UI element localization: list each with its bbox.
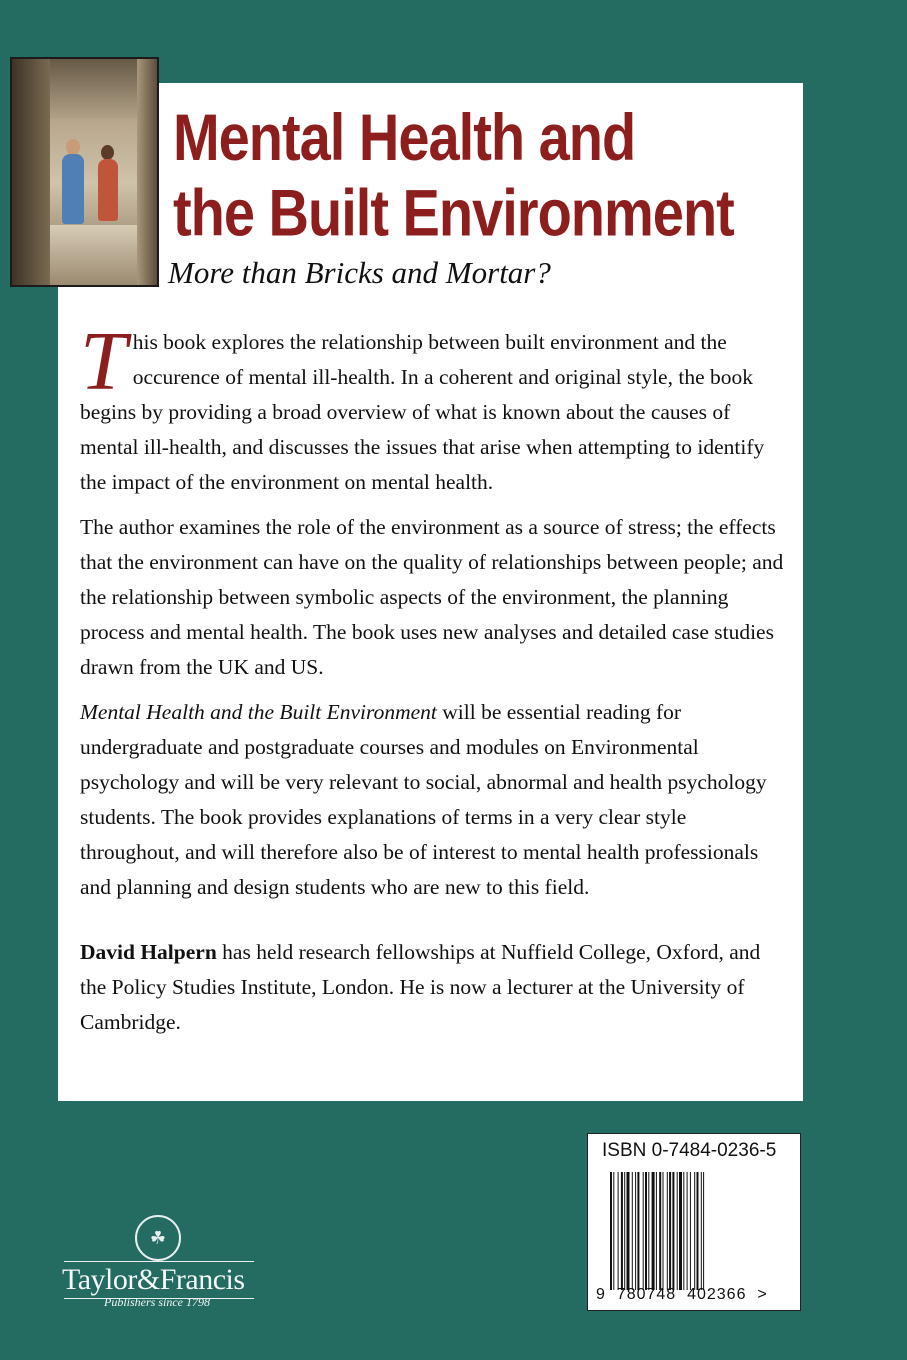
isbn-text: ISBN 0-7484-0236-5 [602, 1140, 777, 1161]
title-line-1: Mental Health and [173, 100, 636, 175]
drop-cap: T [80, 315, 127, 408]
author-name: David Halpern [80, 940, 217, 964]
title-line-2: the Built Environment [173, 175, 734, 250]
publisher-name: Taylor&Francis [62, 1263, 245, 1296]
book-subtitle: More than Bricks and Mortar? [168, 255, 551, 290]
blurb-text [80, 315, 785, 1050]
barcode-box [587, 1133, 801, 1311]
blurb-paragraph-2: The author examines the role of the environment as a source of stress; the effects that the environment can have on the quality of relationships between people; and the relationship between symbolic aspects of the environment, the planning process and mental health. The book uses new analyses and detailed case studies drawn from the UK and US. [80, 515, 784, 679]
publisher-emblem-icon: ☘ [135, 1215, 181, 1261]
blurb-paragraph-3: Mental Health and the Built Environment will be essential reading for undergraduate and postgraduate courses and modules on Environmental psychology and will be very relevant to social, abnormal and health psychology students. The book provides explanations of terms in a very clear style throughout, and will therefore also be of interest to mental health professionals and planning and design students who are new to this field. [80, 700, 767, 899]
barcode-digits: 9 780748 402366 > [596, 1286, 768, 1303]
publisher-tagline: Publishers since 1798 [104, 1295, 210, 1309]
cover-photo [10, 57, 159, 287]
author-bio: David Halpern has held research fellowships at Nuffield College, Oxford, and the Policy Studies Institute, London. He is now a lecturer at the University of Cambridge. [80, 940, 761, 1034]
barcode-bars [610, 1172, 782, 1290]
publisher-logo [56, 1215, 256, 1315]
blurb-paragraph-1: This book explores the relationship between built environment and the occurence of mental ill-health. In a coherent and original style, the book begins by providing a broad overview of what is known about the causes of mental ill-health, and discusses the issues that arise when attempting to identify the impact of the environment on mental health. [80, 315, 765, 494]
book-title [173, 100, 734, 251]
